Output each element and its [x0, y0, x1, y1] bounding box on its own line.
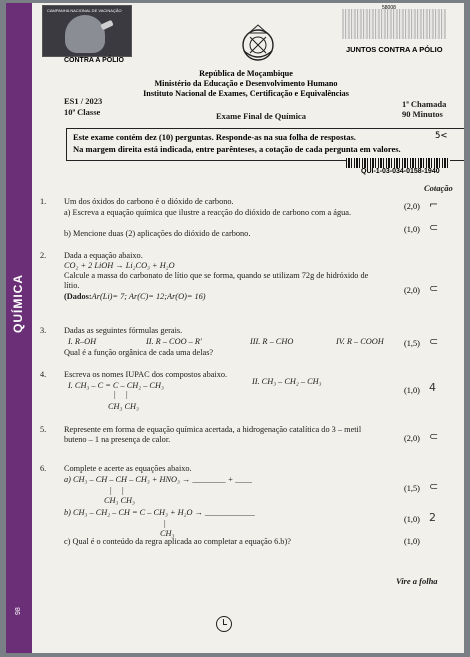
exam-call: 1ª Chamada [402, 99, 447, 109]
q6a-equation: a) CH₃ – CH – CH – CH₃ + HNO₃ → ________ + ____ [64, 475, 252, 484]
ministry-line: Ministério da Educação e Desenvolvimento Humano [154, 79, 338, 88]
institute-line: Instituto Nacional de Exames, Certificação e Equivalências [143, 89, 349, 98]
q6-text: Complete e acerte as equações abaixo. [64, 464, 192, 473]
child-face-image [65, 15, 105, 53]
q1b-points: (1,0) [404, 225, 420, 234]
q5-line-1: Represente em forma de equação química acertada, a hidrogenação catalítica do 3 – metil [64, 425, 362, 434]
q2-calc-line-2: lítio. [64, 281, 80, 290]
national-emblem-icon [236, 21, 280, 65]
handwritten-mark: ⊂ [429, 221, 439, 234]
q6b-bond: | [164, 519, 166, 528]
q3-formula-2: II. R – COO – R' [146, 337, 202, 346]
q5-number: 5. [40, 425, 47, 434]
q2-text: Dada a equação abaixo. [64, 251, 143, 260]
q6b-equation: b) CH₃ – CH₂ – CH = C – CH₃ + H₂O → ____________ [64, 508, 255, 517]
q6-number: 6. [40, 464, 47, 473]
q4-compound-1: I. CH₃ – C = C – CH₂ – CH₃ [68, 381, 164, 390]
q6c-text: c) Qual é o conteúdo da regra aplicada ao completar a equação 6.b)? [64, 537, 291, 546]
handwritten-mark: ⊂ [429, 430, 439, 443]
stamp-code: 58008 [382, 5, 396, 11]
exam-page [6, 3, 464, 653]
q6a-bonds: | | [110, 486, 124, 495]
instructions-line-2: Na margem direita está indicada, entre parênteses, a cotação de cada pergunta em valores. [73, 144, 401, 154]
q6a-points: (1,5) [404, 484, 420, 493]
q4-number: 4. [40, 370, 47, 379]
instructions-box [66, 128, 464, 161]
barcode-text: QUI-1-03-034-0158-1940 [361, 168, 440, 175]
handwritten-mark: ⊂ [429, 480, 439, 493]
handwritten-mark: 4 [429, 381, 436, 394]
q6b-substituent: CH₃ [160, 529, 175, 538]
q2-data-label: (Dados: [64, 292, 92, 301]
security-stamp [342, 9, 446, 39]
q3-points: (1,5) [404, 339, 420, 348]
subject-label: QUÍMICA [11, 274, 25, 333]
subject-band [6, 3, 32, 653]
q2-equation: CO₂ + 2 LiOH → Li₂CO₃ + H₂O [64, 261, 175, 270]
q4-bonds: | | [114, 390, 128, 399]
handwritten-mark: ⊂ [429, 282, 439, 295]
q2-calc-line-1: Calcule a massa do carbonato de lítio que se forma, quando se utilizam 72g de hidróxido de [64, 271, 369, 280]
q5-points: (2,0) [404, 434, 420, 443]
q2-data [64, 292, 206, 301]
clock-icon [216, 616, 232, 632]
q1a-points: (2,0) [404, 202, 420, 211]
handwritten-mark: ⌐ [429, 198, 439, 211]
q6b-points: (1,0) [404, 515, 420, 524]
q3-formula-3: III. R – CHO [250, 337, 294, 346]
q1b-text: b) Mencione duas (2) aplicações do dióxido de carbono. [64, 229, 251, 238]
vaccine-dropper-image [100, 20, 113, 31]
exam-id: ES1 / 2023 [64, 96, 103, 106]
q2-data-values: Ar(Li)= 7; Ar(C)= 12;Ar(O)= 16) [91, 292, 206, 301]
q2-number: 2. [40, 251, 47, 260]
grade: 10ª Classe [64, 107, 101, 117]
q6a-substituents: CH₃ CH₃ [104, 496, 135, 505]
q6c-points: (1,0) [404, 537, 420, 546]
barcode [346, 158, 450, 168]
exam-title: Exame Final de Química [216, 111, 306, 121]
campaign-text: CONTRA A PÓLIO [64, 57, 124, 64]
polio-campaign-photo [42, 5, 132, 57]
q1-number: 1. [40, 197, 47, 206]
q2-points: (2,0) [404, 286, 420, 295]
handwritten-mark: ⊂ [429, 335, 439, 348]
q4-text: Escreva os nomes IUPAC dos compostos abaixo. [64, 370, 228, 379]
q4-compound-1-substituents: CH₃ CH₃ [108, 402, 139, 411]
q3-text: Dadas as seguintes fórmulas gerais. [64, 326, 183, 335]
q5-line-2: buteno – 1 na presença de calor. [64, 435, 171, 444]
q1-text: Um dos óxidos do carbono é o dióxido de carbono. [64, 197, 234, 206]
q3-ask: Qual é a função orgânica de cada uma delas? [64, 348, 214, 357]
q4-points: (1,0) [404, 386, 420, 395]
exam-duration: 90 Minutos [402, 109, 443, 119]
cotacao-header: Cotação [424, 183, 453, 193]
page-code: 98 [15, 607, 22, 615]
campaign-caption: CAMPANHA NACIONAL DE VACINAÇÃO [47, 8, 122, 13]
q4-compound-2: II. CH₃ – CH₂ – CH₃ [252, 377, 322, 386]
q3-number: 3. [40, 326, 47, 335]
instructions-line-1: Este exame contém dez (10) perguntas. Responde-as na sua folha de respostas. [73, 132, 356, 142]
polio-slogan: JUNTOS CONTRA A PÓLIO [346, 45, 443, 54]
q3-formula-4: IV. R – COOH [336, 337, 384, 346]
country-line: República de Moçambique [199, 69, 293, 78]
handwritten-mark: 2 [429, 511, 436, 524]
handwritten-note: 5< [435, 131, 448, 141]
turn-page-note: Vire a folha [396, 576, 438, 586]
q1a-text: a) Escreva a equação química que ilustre a reacção do dióxido de carbono com a água. [64, 208, 352, 217]
q3-formula-1: I. R–OH [68, 337, 97, 346]
